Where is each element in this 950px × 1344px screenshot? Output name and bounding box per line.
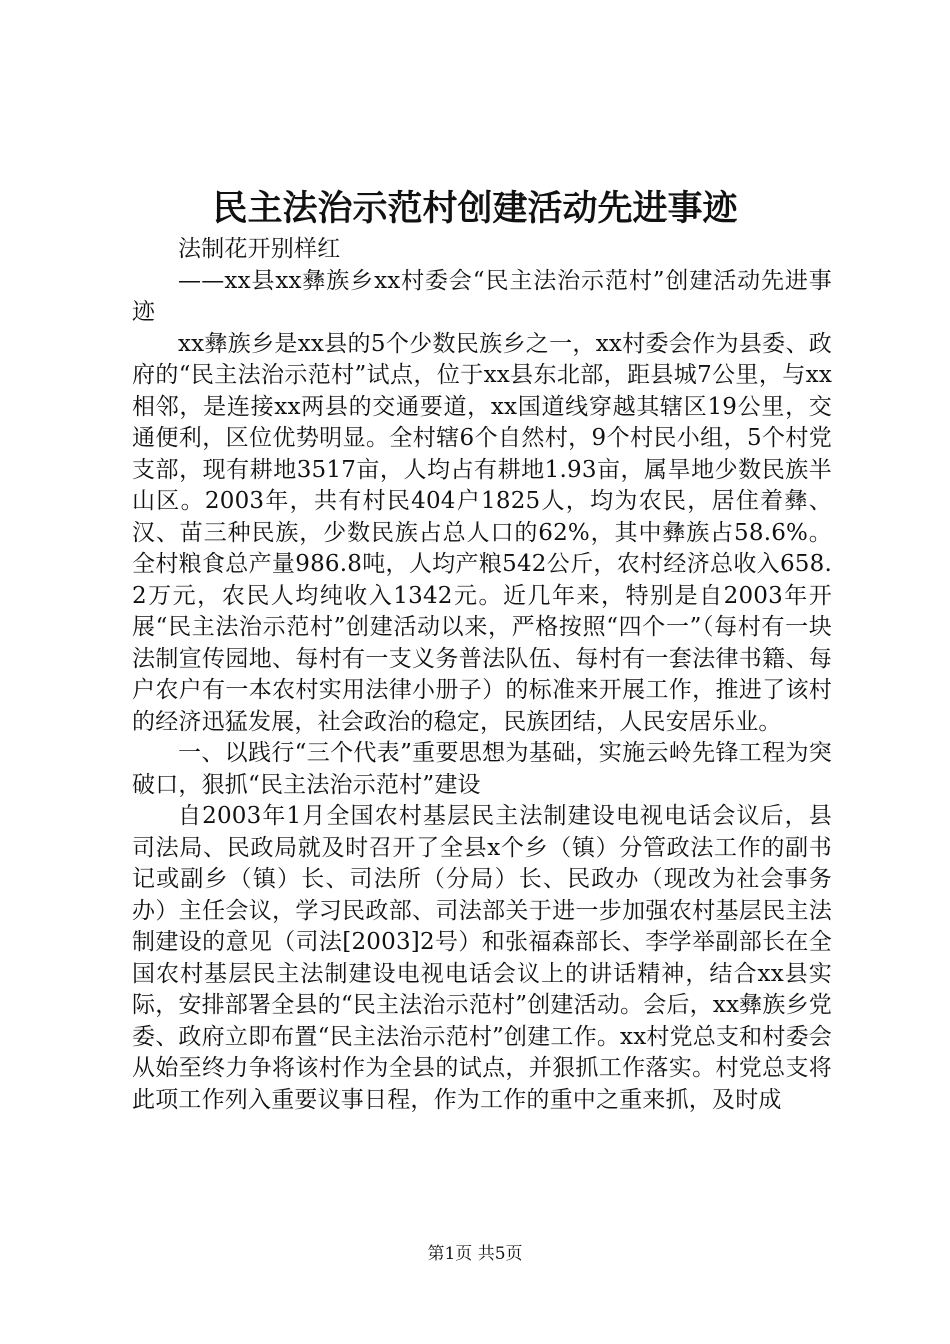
body-paragraph: xx彝族乡是xx县的5个少数民族乡之一，xx村委会作为县委、政府的“民主法治示范村”试点，位于xx县东北部，距县城7公里，与xx相邻，是连接xx两县的交通要道，xx国道线穿越其辖区19公里，交通便利，区位优势明显。全村辖6个自然村，9个村民小组，5个村党支部，现有耕地3517亩，人均占有耕地1.93亩，属旱地少数民族半山区。2003年，共有村民404户1825人，均为农民，居住着彝、汉、苗三种民族，少数民族占总人口的62%，其中彝族占58.6%。全村粮食总产量986.8吨，人均产粮542公斤，农村经济总收入658.2万元，农民人均纯收入1342元。近几年来，特别是自2003年开展“民主法治示范村”创建活动以来，严格按照“四个一”（每村有一块法制宣传园地、每村有一支义务普法队伍、每村有一套法律书籍、每户农户有一本农村实用法律小册子）的标准来开展工作，推进了该村的经济迅猛发展，社会政治的稳定，民族团结，人民安居乐业。 [132, 330, 832, 735]
subtitle-paragraph: 法制花开别样红 [178, 236, 341, 262]
document-title: 民主法治示范村创建活动先进事迹 [212, 188, 738, 229]
subtitle-paragraph: ——xx县xx彝族乡xx村委会“民主法治示范村”创建活动先进事迹 [132, 267, 832, 325]
section-heading-paragraph: 一、以践行“三个代表”重要思想为基础，实施云岭先锋工程为突破口，狠抓“民主法治示范村”建设 [132, 740, 832, 798]
body-paragraph: 自2003年1月全国农村基层民主法制建设电视电话会议后，县司法局、民政局就及时召开了全县x个乡（镇）分管政法工作的副书记或副乡（镇）长、司法所（分局）长、民政办（现改为社会事务办）主任会议，学习民政部、司法部关于进一步加强农村基层民主法制建设的意见（司法[2003]2号）和张福森部长、李学举副部长在全国农村基层民主法制建设电视电话会议上的讲话精神，结合xx县实际，安排部署全县的“民主法治示范村”创建活动。会后，xx彝族乡党委、政府立即布置“民主法治示范村”创建工作。xx村党总支和村委会从始至终力争将该村作为全县的试点，并狠抓工作落实。村党总支将此项工作列入重要议事日程，作为工作的重中之重来抓，及时成 [132, 803, 832, 1113]
document-body [132, 234, 832, 1116]
page-number-footer: 第1页 共5页 [427, 1244, 523, 1264]
